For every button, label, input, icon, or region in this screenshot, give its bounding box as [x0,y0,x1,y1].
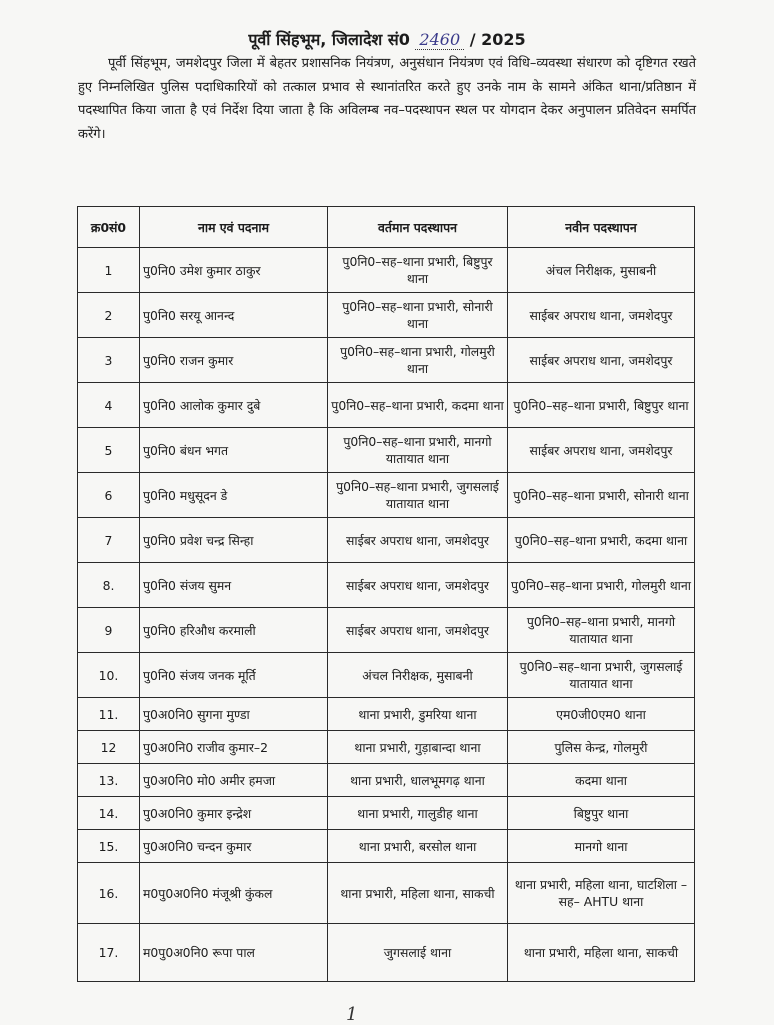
current-posting-cell: पु0नि0–सह–थाना प्रभारी, कदमा थाना [328,383,508,428]
new-posting-cell: साईबर अपराध थाना, जमशेदपुर [508,293,695,338]
new-posting-cell: एम0जी0एम0 थाना [508,698,695,731]
serial-cell: 16. [78,863,140,924]
serial-cell: 3 [78,338,140,383]
name-cell: पु0अ0नि0 राजीव कुमार–2 [140,731,328,764]
new-posting-cell: पुलिस केन्द्र, गोलमुरी [508,731,695,764]
table-row [78,731,695,764]
serial-cell: 9 [78,608,140,653]
new-posting-cell: पु0नि0–सह–थाना प्रभारी, बिष्टुपुर थाना [508,383,695,428]
transfer-table [77,206,695,982]
current-posting-cell: थाना प्रभारी, महिला थाना, साकची [328,863,508,924]
name-cell: पु0नि0 संजय सुमन [140,563,328,608]
header-current-posting: वर्तमान पदस्थापन [328,207,508,248]
current-posting-cell: पु0नि0–सह–थाना प्रभारी, मानगो यातायात थाना [328,428,508,473]
table-row [78,863,695,924]
serial-cell: 14. [78,797,140,830]
table-row [78,428,695,473]
header-name: नाम एवं पदनाम [140,207,328,248]
new-posting-cell: अंचल निरीक्षक, मुसाबनी [508,248,695,293]
serial-cell: 12 [78,731,140,764]
new-posting-cell: पु0नि0–सह–थाना प्रभारी, कदमा थाना [508,518,695,563]
new-posting-cell: कदमा थाना [508,764,695,797]
intro-paragraph: पूर्वी सिंहभूम, जमशेदपुर जिला में बेहतर प्रशासनिक नियंत्रण, अनुसंधान नियंत्रण एवं विधि–व्यवस्था संधारण को दृष्टिगत रखते हुए निम्नलिखित पुलिस पदाधिकारियों को तत्काल प्रभाव से स्थानांतरित करते हुए उनके नाम के सामने अंकित थाना/प्रतिष्ठान में पदस्थापित किया जाता है एवं निर्देश दिया जाता है कि अविलम्ब नव–पदस्थापन स्थल पर योगदान देकर अनुपालन प्रतिवेदन समर्पित करेंगे। [78,56,696,142]
name-cell: पु0नि0 हरिऔध करमाली [140,608,328,653]
table-row [78,653,695,698]
name-cell: पु0नि0 बंधन भगत [140,428,328,473]
serial-cell: 8. [78,563,140,608]
current-posting-cell: साईबर अपराध थाना, जमशेदपुर [328,518,508,563]
title-suffix: / 2025 [469,30,526,49]
current-posting-cell: थाना प्रभारी, डुमरिया थाना [328,698,508,731]
table-row [78,830,695,863]
new-posting-cell: साईबर अपराध थाना, जमशेदपुर [508,338,695,383]
name-cell: पु0अ0नि0 चन्दन कुमार [140,830,328,863]
name-cell: पु0नि0 संजय जनक मूर्ति [140,653,328,698]
current-posting-cell: पु0नि0–सह–थाना प्रभारी, बिष्टुपुर थाना [328,248,508,293]
new-posting-cell: पु0नि0–सह–थाना प्रभारी, सोनारी थाना [508,473,695,518]
serial-cell: 11. [78,698,140,731]
order-title [0,28,774,50]
current-posting-cell: थाना प्रभारी, गालुडीह थाना [328,797,508,830]
serial-cell: 17. [78,924,140,982]
name-cell: पु0नि0 आलोक कुमार दुबे [140,383,328,428]
header-serial: क्र0सं0 [78,207,140,248]
name-cell: पु0अ0नि0 मो0 अमीर हमजा [140,764,328,797]
table-row [78,924,695,982]
current-posting-cell: पु0नि0–सह–थाना प्रभारी, जुगसलाई यातायात थाना [328,473,508,518]
table-row [78,338,695,383]
current-posting-cell: साईबर अपराध थाना, जमशेदपुर [328,608,508,653]
table-row [78,293,695,338]
name-cell: पु0अ0नि0 सुगना मुण्डा [140,698,328,731]
name-cell: म0पु0अ0नि0 मंजूश्री कुंकल [140,863,328,924]
current-posting-cell: थाना प्रभारी, धालभूमगढ़ थाना [328,764,508,797]
new-posting-cell: पु0नि0–सह–थाना प्रभारी, जुगसलाई यातायात थाना [508,653,695,698]
title-prefix: पूर्वी सिंहभूम, जिलादेश सं0 [248,30,410,49]
new-posting-cell: मानगो थाना [508,830,695,863]
serial-cell: 15. [78,830,140,863]
table-row [78,797,695,830]
serial-cell: 10. [78,653,140,698]
new-posting-cell: पु0नि0–सह–थाना प्रभारी, गोलमुरी थाना [508,563,695,608]
serial-cell: 7 [78,518,140,563]
page-number: 1 [346,1004,358,1025]
table-row [78,608,695,653]
current-posting-cell: थाना प्रभारी, गुड़ाबान्दा थाना [328,731,508,764]
table-row [78,563,695,608]
table-row [78,473,695,518]
name-cell: पु0नि0 सरयू आनन्द [140,293,328,338]
new-posting-cell: थाना प्रभारी, महिला थाना, घाटशिला –सह– AHTU थाना [508,863,695,924]
name-cell: पु0नि0 मधुसूदन डे [140,473,328,518]
name-cell: पु0नि0 प्रवेश चन्द्र सिन्हा [140,518,328,563]
table-row [78,764,695,797]
new-posting-cell: साईबर अपराध थाना, जमशेदपुर [508,428,695,473]
order-number: 2460 [415,30,464,50]
current-posting-cell: साईबर अपराध थाना, जमशेदपुर [328,563,508,608]
current-posting-cell: थाना प्रभारी, बरसोल थाना [328,830,508,863]
table-row [78,383,695,428]
current-posting-cell: अंचल निरीक्षक, मुसाबनी [328,653,508,698]
serial-cell: 4 [78,383,140,428]
new-posting-cell: पु0नि0–सह–थाना प्रभारी, मानगो यातायात थाना [508,608,695,653]
name-cell: पु0नि0 राजन कुमार [140,338,328,383]
serial-cell: 2 [78,293,140,338]
serial-cell: 5 [78,428,140,473]
new-posting-cell: बिष्टुपुर थाना [508,797,695,830]
current-posting-cell: पु0नि0–सह–थाना प्रभारी, गोलमुरी थाना [328,338,508,383]
table-row [78,698,695,731]
current-posting-cell: पु0नि0–सह–थाना प्रभारी, सोनारी थाना [328,293,508,338]
table-row [78,248,695,293]
name-cell: म0पु0अ0नि0 रूपा पाल [140,924,328,982]
table-header-row [78,207,695,248]
serial-cell: 1 [78,248,140,293]
table-row [78,518,695,563]
name-cell: पु0अ0नि0 कुमार इन्द्रेश [140,797,328,830]
new-posting-cell: थाना प्रभारी, महिला थाना, साकची [508,924,695,982]
name-cell: पु0नि0 उमेश कुमार ठाकुर [140,248,328,293]
current-posting-cell: जुगसलाई थाना [328,924,508,982]
serial-cell: 6 [78,473,140,518]
serial-cell: 13. [78,764,140,797]
header-new-posting: नवीन पदस्थापन [508,207,695,248]
